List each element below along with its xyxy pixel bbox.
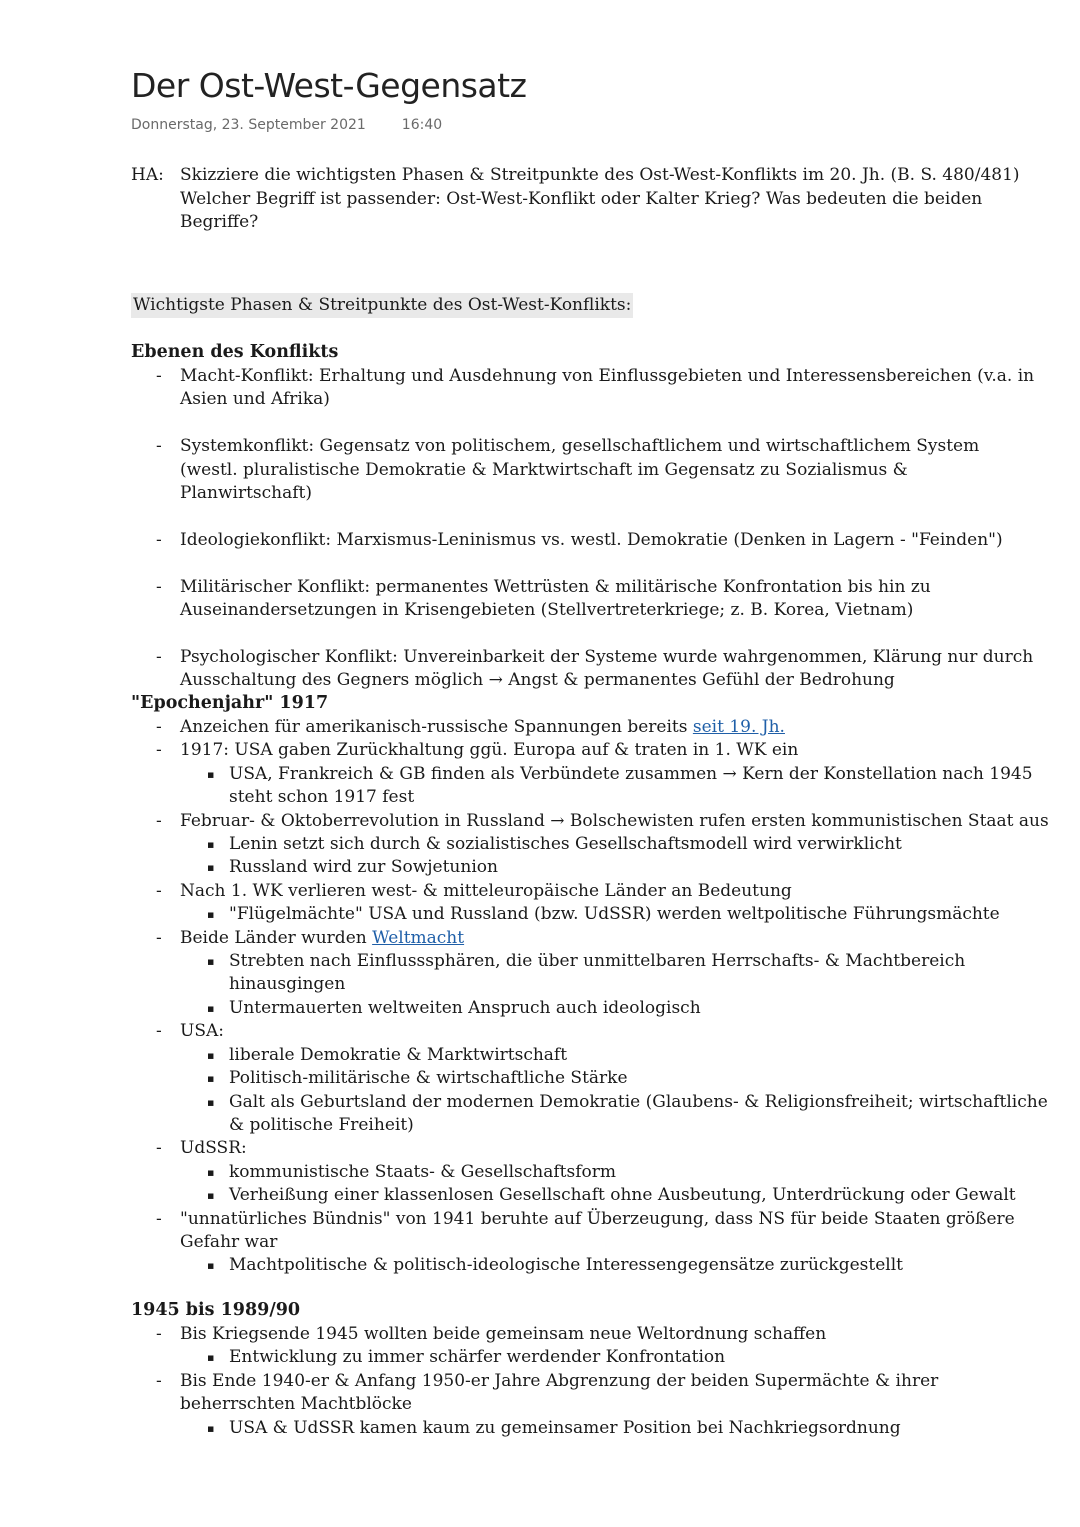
sub-item: ▪ Galt als Geburtsland der modernen Demokratie (Glaubens- & Religionsfreiheit; wirtschaftliche & politische Freiheit) <box>207 1091 1048 1135</box>
link-weltmacht[interactable]: Weltmacht <box>372 927 465 948</box>
note-date: Donnerstag, 23. September 2021 <box>131 117 366 133</box>
page-title: Der Ost-West-Gegensatz <box>131 66 527 105</box>
homework-line: Begriffe? <box>180 212 259 232</box>
homework-block <box>131 164 1031 235</box>
heading-1945-1989: 1945 bis 1989/90 <box>131 1300 301 1320</box>
list-item: - "unnatürliches Bündnis" von 1941 beruhte auf Überzeugung, dass NS für beide Staaten größere Gefahr war <box>156 1208 1015 1252</box>
sub-item: ▪ Verheißung einer klassenlosen Gesellschaft ohne Ausbeutung, Unterdrückung oder Gewalt <box>207 1185 1016 1206</box>
list-item: - Systemkonflikt: Gegensatz von politischem, gesellschaftlichem und wirtschaftlichem System (westl. pluralistische Demokratie & Marktwirtschaft im Gegensatz zu Sozialismus & Planwirtschaft) <box>156 436 980 504</box>
homework-label: HA: <box>131 165 164 185</box>
sub-item: ▪ Untermauerten weltweiten Anspruch auch ideologisch <box>207 997 701 1018</box>
list-ebenen <box>131 365 1041 693</box>
list-item: - Bis Kriegsende 1945 wollten beide gemeinsam neue Weltordnung schaffen <box>156 1324 827 1344</box>
sub-item: ▪ Lenin setzt sich durch & sozialistisches Gesellschaftsmodell wird verwirklicht <box>207 834 902 855</box>
list-1945-1989 <box>131 1323 1041 1440</box>
sub-item: ▪ Entwicklung zu immer schärfer werdender Konfrontation <box>207 1347 726 1368</box>
list-item: - Bis Ende 1940-er & Anfang 1950-er Jahre Abgrenzung der beiden Supermächte & ihrer beherrschten Machtblöcke <box>156 1370 939 1415</box>
heading-epochenjahr: "Epochenjahr" 1917 <box>131 693 329 713</box>
highlighted-section-heading: Wichtigste Phasen & Streitpunkte des Ost-West-Konflikts: <box>131 293 633 318</box>
sub-item: ▪ liberale Demokratie & Marktwirtschaft <box>207 1044 568 1065</box>
list-item: - UdSSR: <box>156 1138 247 1159</box>
heading-ebenen: Ebenen des Konflikts <box>131 342 339 362</box>
list-item: - Beide Länder wurden Weltmacht <box>156 927 465 948</box>
note-timestamp <box>131 117 442 133</box>
list-item: - Anzeichen für amerikanisch-russische Spannungen bereits seit 19. Jh. <box>156 717 785 737</box>
sub-item: ▪ Strebten nach Einflusssphären, die über unmittelbaren Herrschafts- & Machtbereich hinausgingen <box>207 951 966 995</box>
list-epochenjahr <box>131 716 1051 1278</box>
link-seit-19-jh[interactable]: seit 19. Jh. <box>692 717 785 737</box>
list-item: - USA: <box>156 1021 224 1042</box>
list-item: - 1917: USA gaben Zurückhaltung ggü. Europa auf & traten in 1. WK ein <box>156 740 799 761</box>
list-item: - Nach 1. WK verlieren west- & mitteleuropäische Länder an Bedeutung <box>156 880 792 901</box>
sub-item: ▪ Machtpolitische & politisch-ideologische Interessengegensätze zurückgestellt <box>207 1255 903 1276</box>
sub-item: ▪ Politisch-militärische & wirtschaftliche Stärke <box>207 1068 628 1089</box>
list-item: - Februar- & Oktoberrevolution in Russland → Bolschewisten rufen ersten kommunistischen Staat aus <box>156 810 1049 831</box>
note-time: 16:40 <box>401 117 443 133</box>
list-item: - Macht-Konflikt: Erhaltung und Ausdehnung von Einflussgebieten und Interessensbereichen (v.a. in Asien und Afrika) <box>156 366 1035 410</box>
sub-item: ▪ USA & UdSSR kamen kaum zu gemeinsamer Position bei Nachkriegsordnung <box>207 1417 901 1438</box>
homework-line: Welcher Begriff ist passender: Ost-West-Konflikt oder Kalter Krieg? Was bedeuten die beiden <box>180 188 983 209</box>
sub-item: ▪ "Flügelmächte" USA und Russland (bzw. UdSSR) werden weltpolitische Führungsmächte <box>207 904 1000 925</box>
list-item: - Ideologiekonflikt: Marxismus-Leninismus vs. westl. Demokratie (Denken in Lagern - "Feinden") <box>156 529 1003 550</box>
list-item: - Psychologischer Konflikt: Unvereinbarkeit der Systeme wurde wahrgenommen, Klärung nur durch Ausschaltung des Gegners möglich → Angst & permanentes Gefühl der Bedrohung <box>156 646 1034 691</box>
homework-line: Skizziere die wichtigsten Phasen & Streitpunkte des Ost-West-Konflikts im 20. Jh. (B. S. 480/481) <box>180 165 1020 185</box>
list-item: - Militärischer Konflikt: permanentes Wettrüsten & militärische Konfrontation bis hin zu Auseinandersetzungen in Krisengebieten (Stellvertreterkriege; z. B. Korea, Vietnam) <box>156 576 931 621</box>
sub-item: ▪ kommunistische Staats- & Gesellschaftsform <box>207 1161 616 1182</box>
sub-item: ▪ USA, Frankreich & GB finden als Verbündete zusammen → Kern der Konstellation nach 1945 steht schon 1917 fest <box>207 763 1033 808</box>
sub-item: ▪ Russland wird zur Sowjetunion <box>207 857 498 878</box>
